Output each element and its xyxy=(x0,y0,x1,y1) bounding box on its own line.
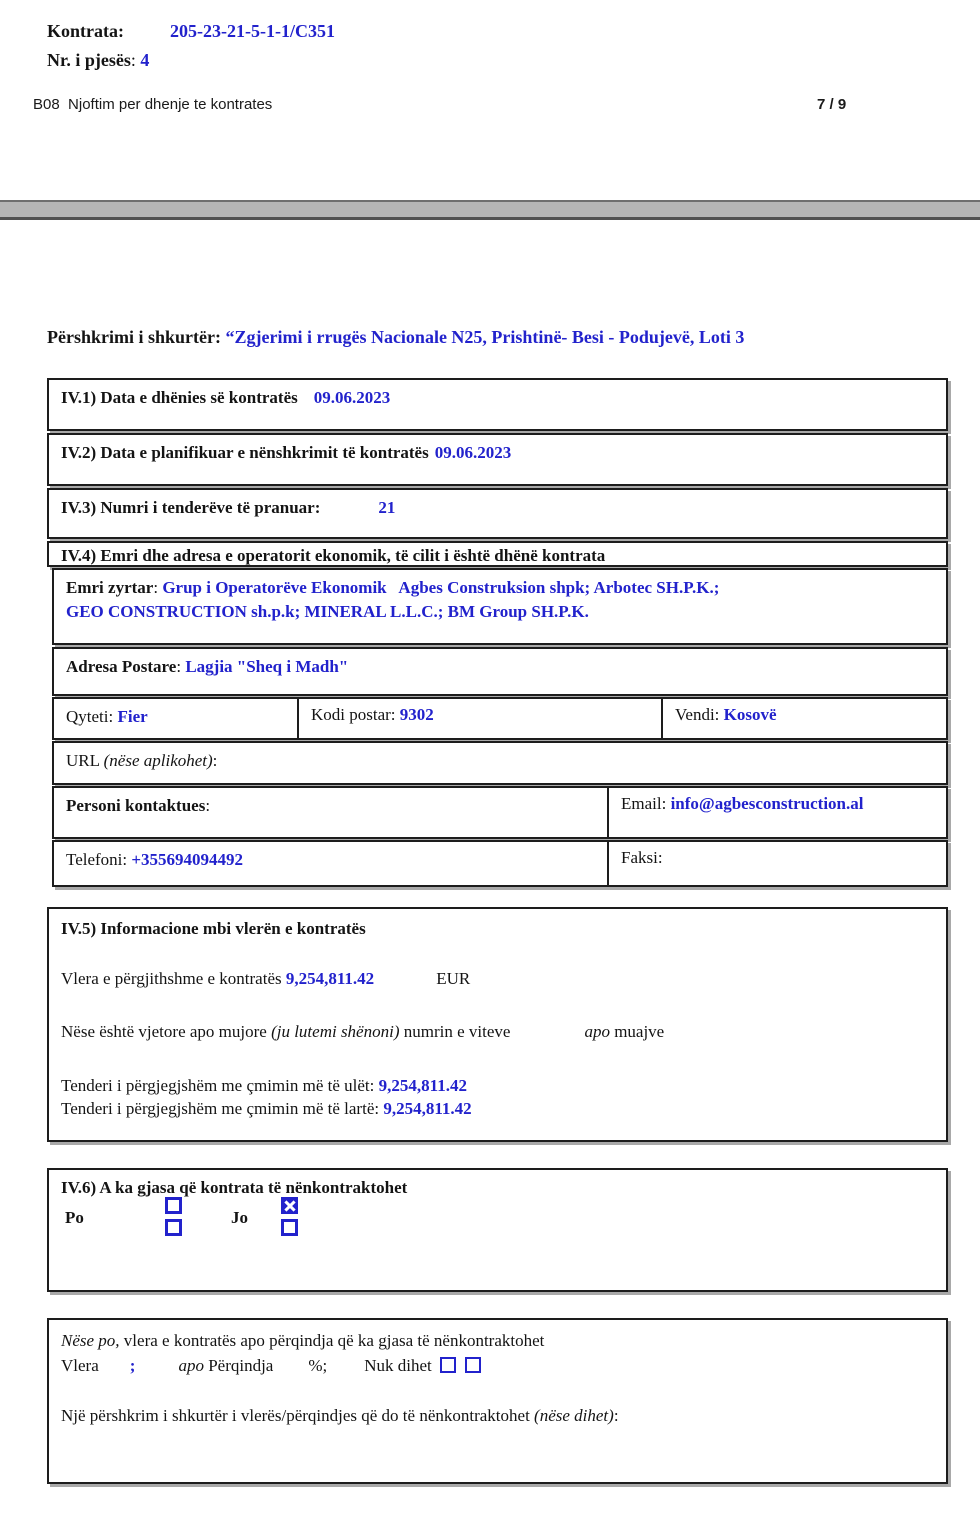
phone-label: Telefoni: xyxy=(66,850,132,869)
iv5-highest-line xyxy=(61,1097,934,1120)
unknown-label: Nuk dihet xyxy=(364,1356,432,1375)
iv1-label: IV.1) Data e dhënies së kontratës xyxy=(61,388,298,407)
iv3-label: IV.3) Numri i tenderëve të pranuar: xyxy=(61,498,321,517)
iv2-date: 09.06.2023 xyxy=(434,443,512,462)
phone-cell xyxy=(54,842,255,878)
iv1-date: 09.06.2023 xyxy=(313,388,391,407)
subcontract-line2 xyxy=(61,1353,934,1378)
iv5-annual-line xyxy=(61,1020,934,1044)
contract-label: Kontrata: xyxy=(47,21,124,41)
section-iv5 xyxy=(47,907,948,1142)
section-iv4-header xyxy=(47,541,948,567)
official-name-line2: GEO CONSTRUCTION sh.p.k; MINERAL L.L.C.; BM Group SH.P.K. xyxy=(66,602,589,621)
url-row xyxy=(52,741,948,785)
official-name-label: Emri zyrtar xyxy=(66,578,154,597)
city-value: Fier xyxy=(117,707,148,726)
contract-header xyxy=(47,17,335,75)
po-checkbox-bottom[interactable] xyxy=(165,1219,182,1236)
unknown-checkbox-2[interactable] xyxy=(465,1357,481,1373)
annual-part2: numrin e viteve xyxy=(399,1022,511,1041)
iv2-label: IV.2) Data e planifikuar e nënshkrimit të kontratës xyxy=(61,443,429,462)
short-description-label: Përshkrimi i shkurtër: xyxy=(47,327,221,347)
desc-italic: (nëse dihet) xyxy=(534,1406,614,1425)
contract-number: 205-23-21-5-1-1/C351 xyxy=(170,21,335,41)
annual-part3: muajve xyxy=(609,1022,665,1041)
total-value: 9,254,811.42 xyxy=(285,969,375,988)
country-value: Kosovë xyxy=(723,705,777,724)
iv5-lowest-line xyxy=(61,1074,934,1097)
iv4-title: IV.4) Emri dhe adresa e operatorit ekonomik, të cilit i është dhënë kontrata xyxy=(61,546,606,565)
percent-label: Përqindja xyxy=(203,1356,274,1375)
contact-person-label: Personi kontaktues xyxy=(66,796,206,815)
if-yes-label: Nëse po, xyxy=(61,1331,120,1350)
postal-address-row xyxy=(52,647,948,696)
value-label: Vlera xyxy=(61,1356,99,1375)
highest-tender-label: Tenderi i përgjegjshëm me çmimin më të lartë: xyxy=(61,1099,384,1118)
subcontract-line3 xyxy=(61,1403,934,1428)
total-value-label: Vlera e përgjithshme e kontratës xyxy=(61,969,286,988)
lot-colon: : xyxy=(130,50,136,70)
country-label: Vendi: xyxy=(675,705,720,724)
section-iv3 xyxy=(47,488,948,539)
fax-label: Faksi: xyxy=(621,848,663,867)
doc-code: B08 Njoftim per dhenje te kontrates xyxy=(33,96,273,113)
lot-line xyxy=(47,46,335,75)
desc-suffix: : xyxy=(613,1406,619,1425)
section-subcontract xyxy=(47,1318,948,1484)
official-name-row xyxy=(52,568,948,645)
country-cell xyxy=(661,697,950,740)
currency-label: EUR xyxy=(436,969,471,988)
section-iv6 xyxy=(47,1168,948,1292)
po-label: Po xyxy=(65,1208,84,1227)
jo-label: Jo xyxy=(231,1208,248,1227)
short-description-value: “Zgjerimi i rrugës Nacionale N25, Prishtinë- Besi - Podujevë, Loti 3 xyxy=(225,327,745,347)
city-row xyxy=(52,697,948,740)
contact-person-colon: : xyxy=(205,796,211,815)
url-colon: : xyxy=(212,751,218,770)
email-label: Email: xyxy=(621,794,671,813)
postal-code-value: 9302 xyxy=(399,705,434,724)
annual-note: (ju lutemi shënoni) xyxy=(271,1022,400,1041)
page-indicator: 7 / 9 xyxy=(817,96,847,113)
desc-prefix: Një përshkrim i shkurtër i vlerës/përqindjes që do të nënkontraktohet xyxy=(61,1406,535,1425)
contract-line xyxy=(47,17,335,46)
iv3-value: 21 xyxy=(378,498,396,517)
lot-number-value: 4 xyxy=(140,50,150,70)
iv5-title: IV.5) Informacione mbi vlerën e kontratës xyxy=(61,919,366,938)
email-cell xyxy=(607,786,950,839)
lot-number-label: Nr. i pjesës xyxy=(47,50,131,70)
postal-address-colon: : xyxy=(176,657,182,676)
annual-apo: apo xyxy=(584,1022,610,1041)
highest-tender-value: 9,254,811.42 xyxy=(383,1099,472,1118)
percent-sign: %; xyxy=(308,1356,328,1375)
phone-value: +355694094492 xyxy=(131,850,244,869)
value-semicolon: ; xyxy=(129,1356,136,1375)
jo-checkbox-top[interactable] xyxy=(281,1197,298,1214)
postal-address-label: Adresa Postare xyxy=(66,657,177,676)
email-value: info@agbesconstruction.al xyxy=(670,794,864,813)
po-checkbox-top[interactable] xyxy=(165,1197,182,1214)
postal-code-cell xyxy=(297,697,661,740)
official-name-colon: : xyxy=(153,578,159,597)
po-checkbox-stack xyxy=(165,1197,182,1236)
section-iv2 xyxy=(47,433,948,486)
section-iv1 xyxy=(47,378,948,431)
url-label: URL xyxy=(66,751,104,770)
unknown-checkbox-1[interactable] xyxy=(440,1357,456,1373)
jo-checkbox-stack xyxy=(281,1197,298,1236)
short-description xyxy=(47,327,744,348)
annual-part1: Nëse është vjetore apo mujore xyxy=(61,1022,272,1041)
postal-address-value: Lagjia "Sheq i Madh" xyxy=(185,657,349,676)
iv6-title: IV.6) A ka gjasa që kontrata të nënkontraktohet xyxy=(61,1178,408,1197)
if-yes-rest: vlera e kontratës apo përqindja që ka gjasa të nënkontraktohet xyxy=(119,1331,545,1350)
phone-row xyxy=(52,840,948,887)
official-name-line1: Grup i Operatorëve Ekonomik Agbes Construksion shpk; Arbotec SH.P.K.; xyxy=(162,578,720,597)
lowest-tender-value: 9,254,811.42 xyxy=(378,1076,467,1095)
url-note: (nëse aplikohet) xyxy=(103,751,213,770)
jo-checkbox-bottom[interactable] xyxy=(281,1219,298,1236)
lowest-tender-label: Tenderi i përgjegjshëm me çmimin më të ulët: xyxy=(61,1076,379,1095)
iv5-total-line xyxy=(61,967,934,991)
contact-person-cell xyxy=(54,788,222,824)
contact-row xyxy=(52,786,948,839)
city-cell xyxy=(54,699,160,735)
fax-cell xyxy=(607,840,950,887)
subcontract-line1 xyxy=(61,1328,934,1353)
postal-code-label: Kodi postar: xyxy=(311,705,396,724)
apo-label: apo xyxy=(178,1356,204,1375)
divider-bar xyxy=(0,200,980,220)
city-label: Qyteti: xyxy=(66,707,114,726)
